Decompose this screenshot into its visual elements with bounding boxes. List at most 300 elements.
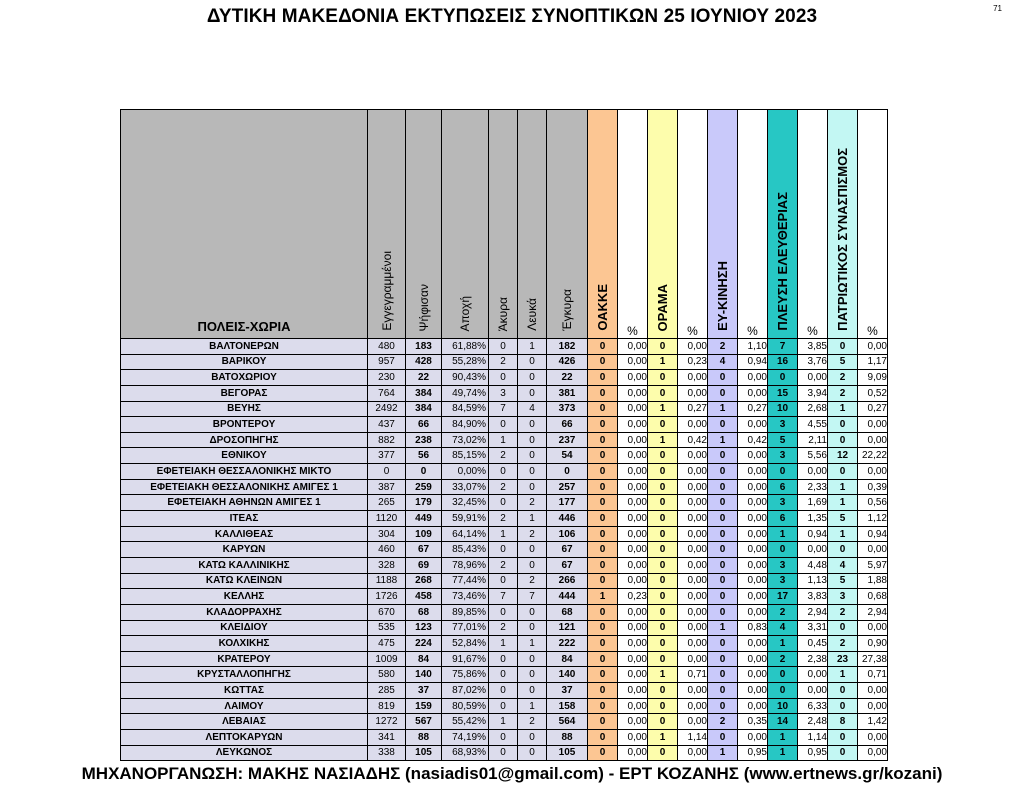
ev-kinisi-votes: 2 [708, 339, 738, 355]
patriotikos-pct: 1,88 [858, 573, 888, 589]
orama-votes: 0 [648, 620, 678, 636]
table-row [121, 511, 888, 527]
invalid-value: 2 [489, 620, 518, 636]
abstention-value: 91,67% [442, 651, 489, 667]
oakke-votes: 0 [588, 479, 618, 495]
place-name: ΚΑΤΩ ΚΛΕΙΝΩΝ [121, 573, 368, 589]
patriotikos-pct: 1,17 [858, 354, 888, 370]
patriotikos-pct: 0,39 [858, 479, 888, 495]
voted-value: 238 [406, 432, 442, 448]
ev-kinisi-pct: 0,94 [738, 354, 768, 370]
orama-votes: 1 [648, 730, 678, 746]
invalid-header-label: Άκυρα [496, 296, 510, 331]
invalid-value: 0 [489, 651, 518, 667]
patriotikos-votes: 4 [828, 557, 858, 573]
orama-votes: 0 [648, 683, 678, 699]
blank-value: 1 [518, 511, 547, 527]
pleysi-votes: 6 [768, 511, 798, 527]
patriotikos-pct: 0,00 [858, 745, 888, 761]
pleysi-votes: 4 [768, 620, 798, 636]
patriotikos-votes: 0 [828, 683, 858, 699]
abstention-value: 89,85% [442, 604, 489, 620]
patriotikos-votes: 5 [828, 573, 858, 589]
place-name: ΚΕΛΛΗΣ [121, 589, 368, 605]
registered-value: 230 [368, 370, 406, 386]
pleysi-pct: 2,68 [798, 401, 828, 417]
orama-votes: 0 [648, 573, 678, 589]
orama-pct: 0,00 [678, 589, 708, 605]
patriotikos-pct: 0,00 [858, 542, 888, 558]
patriotikos-votes: 1 [828, 479, 858, 495]
pleysi-pct: 2,94 [798, 604, 828, 620]
voted-value: 109 [406, 526, 442, 542]
ev-kinisi-pct: 0,00 [738, 589, 768, 605]
oakke-pct: 0,00 [618, 526, 648, 542]
pct-header-pleysi: % [798, 110, 828, 339]
pleysi-pct: 2,38 [798, 651, 828, 667]
voted-value: 22 [406, 370, 442, 386]
patriotikos-votes: 0 [828, 417, 858, 433]
patriotikos-votes: 8 [828, 714, 858, 730]
ev-kinisi-votes: 0 [708, 542, 738, 558]
voted-value: 84 [406, 651, 442, 667]
abstention-value: 85,15% [442, 448, 489, 464]
ev-kinisi-pct: 0,00 [738, 557, 768, 573]
party-header-pleysi [768, 110, 798, 339]
pleysi-votes: 0 [768, 464, 798, 480]
pleysi-votes: 3 [768, 573, 798, 589]
patriotikos-votes: 0 [828, 620, 858, 636]
place-name: ΒΡΟΝΤΕΡΟΥ [121, 417, 368, 433]
patriotikos-votes: 0 [828, 339, 858, 355]
voted-value: 69 [406, 557, 442, 573]
abstention-header-label: Αποχή [458, 295, 472, 331]
abstention-value: 52,84% [442, 636, 489, 652]
place-name: ΛΕΠΤΟΚΑΡΥΩΝ [121, 730, 368, 746]
pleysi-votes: 3 [768, 417, 798, 433]
blank-value: 2 [518, 495, 547, 511]
ev-kinisi-votes: 0 [708, 636, 738, 652]
registered-value: 580 [368, 667, 406, 683]
orama-pct: 0,00 [678, 370, 708, 386]
orama-votes: 0 [648, 604, 678, 620]
orama-pct: 0,00 [678, 557, 708, 573]
pleysi-votes: 1 [768, 730, 798, 746]
oakke-votes: 0 [588, 683, 618, 699]
voted-header [406, 110, 442, 339]
party-header-pleysi-label: ΠΛΕΥΣΗ ΕΛΕΥΘΕΡΙΑΣ [775, 192, 790, 331]
registered-value: 285 [368, 683, 406, 699]
registered-header-label: Εγγεγραμμένοι [379, 251, 394, 331]
valid-value: 266 [547, 573, 588, 589]
ev-kinisi-pct: 0,00 [738, 636, 768, 652]
registered-header [368, 110, 406, 339]
ev-kinisi-votes: 0 [708, 589, 738, 605]
invalid-value: 1 [489, 714, 518, 730]
ev-kinisi-votes: 0 [708, 604, 738, 620]
ev-kinisi-pct: 0,00 [738, 698, 768, 714]
registered-value: 387 [368, 479, 406, 495]
registered-value: 2492 [368, 401, 406, 417]
patriotikos-votes: 1 [828, 495, 858, 511]
results-table [120, 109, 888, 761]
table-row [121, 620, 888, 636]
patriotikos-votes: 0 [828, 745, 858, 761]
abstention-value: 90,43% [442, 370, 489, 386]
valid-value: 106 [547, 526, 588, 542]
orama-pct: 0,00 [678, 604, 708, 620]
ev-kinisi-votes: 0 [708, 385, 738, 401]
patriotikos-pct: 0,00 [858, 464, 888, 480]
pct-header-oakke: % [618, 110, 648, 339]
orama-pct: 0,00 [678, 651, 708, 667]
orama-votes: 1 [648, 354, 678, 370]
abstention-value: 49,74% [442, 385, 489, 401]
pleysi-pct: 0,00 [798, 464, 828, 480]
ev-kinisi-votes: 0 [708, 573, 738, 589]
table-row [121, 745, 888, 761]
invalid-value: 0 [489, 339, 518, 355]
patriotikos-pct: 0,90 [858, 636, 888, 652]
orama-pct: 0,00 [678, 714, 708, 730]
invalid-value: 0 [489, 542, 518, 558]
pleysi-pct: 0,00 [798, 667, 828, 683]
place-name: ΚΛΕΙΔΙΟΥ [121, 620, 368, 636]
oakke-pct: 0,00 [618, 417, 648, 433]
oakke-votes: 0 [588, 339, 618, 355]
ev-kinisi-pct: 0,00 [738, 683, 768, 699]
ev-kinisi-pct: 0,00 [738, 526, 768, 542]
patriotikos-pct: 0,00 [858, 730, 888, 746]
valid-value: 88 [547, 730, 588, 746]
ev-kinisi-pct: 0,00 [738, 464, 768, 480]
abstention-value: 73,02% [442, 432, 489, 448]
invalid-value: 0 [489, 730, 518, 746]
ev-kinisi-pct: 0,27 [738, 401, 768, 417]
blank-value: 0 [518, 479, 547, 495]
blank-value: 1 [518, 698, 547, 714]
orama-votes: 0 [648, 339, 678, 355]
oakke-votes: 0 [588, 620, 618, 636]
table-row [121, 370, 888, 386]
invalid-value: 2 [489, 557, 518, 573]
voted-value: 37 [406, 683, 442, 699]
patriotikos-votes: 2 [828, 636, 858, 652]
place-name: ΚΑΛΛΙΘΕΑΣ [121, 526, 368, 542]
orama-pct: 0,00 [678, 479, 708, 495]
blank-value: 0 [518, 370, 547, 386]
invalid-value: 1 [489, 526, 518, 542]
party-header-orama-label: ΟΡΑΜΑ [655, 283, 670, 331]
pleysi-pct: 1,14 [798, 730, 828, 746]
blank-value: 0 [518, 448, 547, 464]
oakke-pct: 0,00 [618, 479, 648, 495]
valid-value: 66 [547, 417, 588, 433]
table-row [121, 636, 888, 652]
blank-header [518, 110, 547, 339]
table-row [121, 698, 888, 714]
voted-value: 458 [406, 589, 442, 605]
patriotikos-votes: 0 [828, 464, 858, 480]
valid-value: 68 [547, 604, 588, 620]
table-row [121, 604, 888, 620]
patriotikos-pct: 0,56 [858, 495, 888, 511]
pleysi-pct: 0,95 [798, 745, 828, 761]
ev-kinisi-votes: 0 [708, 730, 738, 746]
table-row [121, 479, 888, 495]
registered-value: 1272 [368, 714, 406, 730]
ev-kinisi-votes: 0 [708, 370, 738, 386]
ev-kinisi-votes: 0 [708, 683, 738, 699]
place-name: ΒΑΤΟΧΩΡΙΟΥ [121, 370, 368, 386]
patriotikos-votes: 2 [828, 370, 858, 386]
oakke-pct: 0,00 [618, 385, 648, 401]
voted-value: 384 [406, 401, 442, 417]
pct-header-patriotikos: % [858, 110, 888, 339]
oakke-votes: 0 [588, 604, 618, 620]
oakke-votes: 0 [588, 636, 618, 652]
orama-pct: 0,00 [678, 448, 708, 464]
registered-value: 1009 [368, 651, 406, 667]
place-name: ΕΦΕΤΕΙΑΚΗ ΑΘΗΝΩΝ ΑΜΙΓΕΣ 1 [121, 495, 368, 511]
pleysi-votes: 10 [768, 401, 798, 417]
pleysi-votes: 0 [768, 370, 798, 386]
abstention-value: 59,91% [442, 511, 489, 527]
blank-value: 0 [518, 464, 547, 480]
party-header-patriotikos-label: ΠΑΤΡΙΩΤΙΚΟΣ ΣΥΝΑΣΠΙΣΜΟΣ [835, 148, 850, 331]
valid-value: 37 [547, 683, 588, 699]
place-name: ΚΡΥΣΤΑΛΛΟΠΗΓΗΣ [121, 667, 368, 683]
patriotikos-pct: 0,94 [858, 526, 888, 542]
orama-pct: 0,00 [678, 636, 708, 652]
ev-kinisi-votes: 0 [708, 464, 738, 480]
ev-kinisi-pct: 0,00 [738, 417, 768, 433]
pleysi-votes: 3 [768, 448, 798, 464]
pleysi-votes: 2 [768, 604, 798, 620]
oakke-pct: 0,00 [618, 354, 648, 370]
abstention-header [442, 110, 489, 339]
party-header-patriotikos [828, 110, 858, 339]
orama-pct: 0,00 [678, 417, 708, 433]
abstention-value: 78,96% [442, 557, 489, 573]
orama-pct: 1,14 [678, 730, 708, 746]
ev-kinisi-pct: 0,00 [738, 370, 768, 386]
valid-value: 0 [547, 464, 588, 480]
blank-value: 0 [518, 557, 547, 573]
registered-value: 1120 [368, 511, 406, 527]
pleysi-pct: 1,35 [798, 511, 828, 527]
oakke-votes: 0 [588, 511, 618, 527]
pleysi-pct: 4,48 [798, 557, 828, 573]
orama-pct: 0,00 [678, 683, 708, 699]
oakke-pct: 0,00 [618, 495, 648, 511]
orama-votes: 0 [648, 745, 678, 761]
oakke-votes: 1 [588, 589, 618, 605]
ev-kinisi-pct: 0,42 [738, 432, 768, 448]
oakke-votes: 0 [588, 651, 618, 667]
pleysi-votes: 3 [768, 495, 798, 511]
oakke-pct: 0,00 [618, 432, 648, 448]
orama-pct: 0,00 [678, 745, 708, 761]
patriotikos-pct: 0,00 [858, 683, 888, 699]
ev-kinisi-votes: 0 [708, 667, 738, 683]
valid-value: 564 [547, 714, 588, 730]
pleysi-pct: 0,00 [798, 542, 828, 558]
orama-votes: 0 [648, 417, 678, 433]
orama-votes: 0 [648, 495, 678, 511]
ev-kinisi-votes: 2 [708, 714, 738, 730]
orama-votes: 0 [648, 651, 678, 667]
place-name: ΒΑΛΤΟΝΕΡΩΝ [121, 339, 368, 355]
ev-kinisi-votes: 1 [708, 401, 738, 417]
place-name: ΒΕΓΟΡΑΣ [121, 385, 368, 401]
abstention-value: 0,00% [442, 464, 489, 480]
results-body [121, 339, 888, 761]
registered-value: 377 [368, 448, 406, 464]
pleysi-votes: 0 [768, 667, 798, 683]
orama-votes: 0 [648, 542, 678, 558]
ev-kinisi-pct: 0,00 [738, 604, 768, 620]
pct-header-ev-kinisi: % [738, 110, 768, 339]
pleysi-pct: 1,13 [798, 573, 828, 589]
valid-value: 177 [547, 495, 588, 511]
orama-pct: 0,00 [678, 542, 708, 558]
patriotikos-votes: 3 [828, 589, 858, 605]
table-row [121, 448, 888, 464]
voted-value: 428 [406, 354, 442, 370]
pleysi-votes: 15 [768, 385, 798, 401]
table-row [121, 667, 888, 683]
orama-votes: 0 [648, 385, 678, 401]
orama-pct: 0,00 [678, 385, 708, 401]
registered-value: 460 [368, 542, 406, 558]
abstention-value: 77,01% [442, 620, 489, 636]
voted-value: 68 [406, 604, 442, 620]
patriotikos-pct: 22,22 [858, 448, 888, 464]
blank-value: 7 [518, 589, 547, 605]
ev-kinisi-pct: 0,00 [738, 448, 768, 464]
pleysi-votes: 0 [768, 683, 798, 699]
ev-kinisi-votes: 0 [708, 479, 738, 495]
footer-credits: ΜΗΧΑΝΟΡΓΑΝΩΣΗ: ΜΑΚΗΣ ΝΑΣΙΑΔΗΣ (nasiadis01@gmail.com) - ΕΡΤ ΚΟΖΑΝΗΣ (www.ertnews.gr/kozani) [81, 764, 943, 783]
table-row [121, 714, 888, 730]
orama-votes: 0 [648, 698, 678, 714]
oakke-votes: 0 [588, 401, 618, 417]
valid-value: 105 [547, 745, 588, 761]
pleysi-votes: 0 [768, 542, 798, 558]
orama-votes: 1 [648, 432, 678, 448]
invalid-value: 0 [489, 495, 518, 511]
registered-value: 480 [368, 339, 406, 355]
place-name: ΚΩΤΤΑΣ [121, 683, 368, 699]
abstention-value: 55,28% [442, 354, 489, 370]
oakke-pct: 0,00 [618, 339, 648, 355]
pleysi-votes: 5 [768, 432, 798, 448]
blank-value: 0 [518, 651, 547, 667]
valid-value: 446 [547, 511, 588, 527]
oakke-pct: 0,00 [618, 370, 648, 386]
ev-kinisi-pct: 0,00 [738, 511, 768, 527]
patriotikos-votes: 0 [828, 432, 858, 448]
place-name: ΚΡΑΤΕΡΟΥ [121, 651, 368, 667]
valid-value: 426 [547, 354, 588, 370]
valid-value: 121 [547, 620, 588, 636]
oakke-votes: 0 [588, 464, 618, 480]
blank-value: 0 [518, 417, 547, 433]
place-name: ΒΕΥΗΣ [121, 401, 368, 417]
ev-kinisi-pct: 0,00 [738, 495, 768, 511]
registered-value: 819 [368, 698, 406, 714]
abstention-value: 74,19% [442, 730, 489, 746]
ev-kinisi-pct: 0,35 [738, 714, 768, 730]
ev-kinisi-votes: 1 [708, 620, 738, 636]
ev-kinisi-pct: 0,00 [738, 667, 768, 683]
abstention-value: 77,44% [442, 573, 489, 589]
pleysi-pct: 0,94 [798, 526, 828, 542]
orama-pct: 0,00 [678, 511, 708, 527]
orama-votes: 0 [648, 526, 678, 542]
pct-header-orama: % [678, 110, 708, 339]
registered-value: 304 [368, 526, 406, 542]
ev-kinisi-pct: 0,00 [738, 479, 768, 495]
place-name: ΕΘΝΙΚΟΥ [121, 448, 368, 464]
registered-value: 882 [368, 432, 406, 448]
patriotikos-votes: 12 [828, 448, 858, 464]
voted-value: 66 [406, 417, 442, 433]
party-header-oakke-label: ΟΑΚΚΕ [595, 284, 610, 331]
pleysi-pct: 3,83 [798, 589, 828, 605]
oakke-pct: 0,00 [618, 667, 648, 683]
oakke-votes: 0 [588, 417, 618, 433]
patriotikos-pct: 0,00 [858, 698, 888, 714]
oakke-votes: 0 [588, 354, 618, 370]
voted-value: 105 [406, 745, 442, 761]
valid-value: 158 [547, 698, 588, 714]
ev-kinisi-votes: 0 [708, 526, 738, 542]
table-row [121, 464, 888, 480]
ev-kinisi-pct: 1,10 [738, 339, 768, 355]
valid-header [547, 110, 588, 339]
place-name: ΚΟΛΧΙΚΗΣ [121, 636, 368, 652]
valid-value: 373 [547, 401, 588, 417]
party-header-oakke [588, 110, 618, 339]
table-row [121, 573, 888, 589]
place-name: ΕΦΕΤΕΙΑΚΗ ΘΕΣΣΑΛΟΝΙΚΗΣ ΜΙΚΤΟ [121, 464, 368, 480]
orama-pct: 0,00 [678, 620, 708, 636]
ev-kinisi-votes: 0 [708, 651, 738, 667]
table-row [121, 651, 888, 667]
oakke-pct: 0,00 [618, 651, 648, 667]
voted-value: 224 [406, 636, 442, 652]
patriotikos-pct: 5,97 [858, 557, 888, 573]
valid-value: 140 [547, 667, 588, 683]
voted-value: 567 [406, 714, 442, 730]
pleysi-votes: 14 [768, 714, 798, 730]
patriotikos-votes: 2 [828, 385, 858, 401]
blank-value: 1 [518, 339, 547, 355]
page-title: ΔΥΤΙΚΗ ΜΑΚΕΔΟΝΙΑ ΕΚΤΥΠΩΣΕΙΣ ΣΥΝΟΠΤΙΚΩΝ 25 ΙΟΥΝΙΟΥ 2023 [206, 6, 818, 27]
pleysi-pct: 2,33 [798, 479, 828, 495]
invalid-value: 0 [489, 370, 518, 386]
invalid-value: 1 [489, 432, 518, 448]
registered-value: 437 [368, 417, 406, 433]
table-row [121, 495, 888, 511]
ev-kinisi-votes: 0 [708, 557, 738, 573]
patriotikos-votes: 0 [828, 542, 858, 558]
table-row [121, 542, 888, 558]
registered-value: 341 [368, 730, 406, 746]
orama-pct: 0,00 [678, 495, 708, 511]
